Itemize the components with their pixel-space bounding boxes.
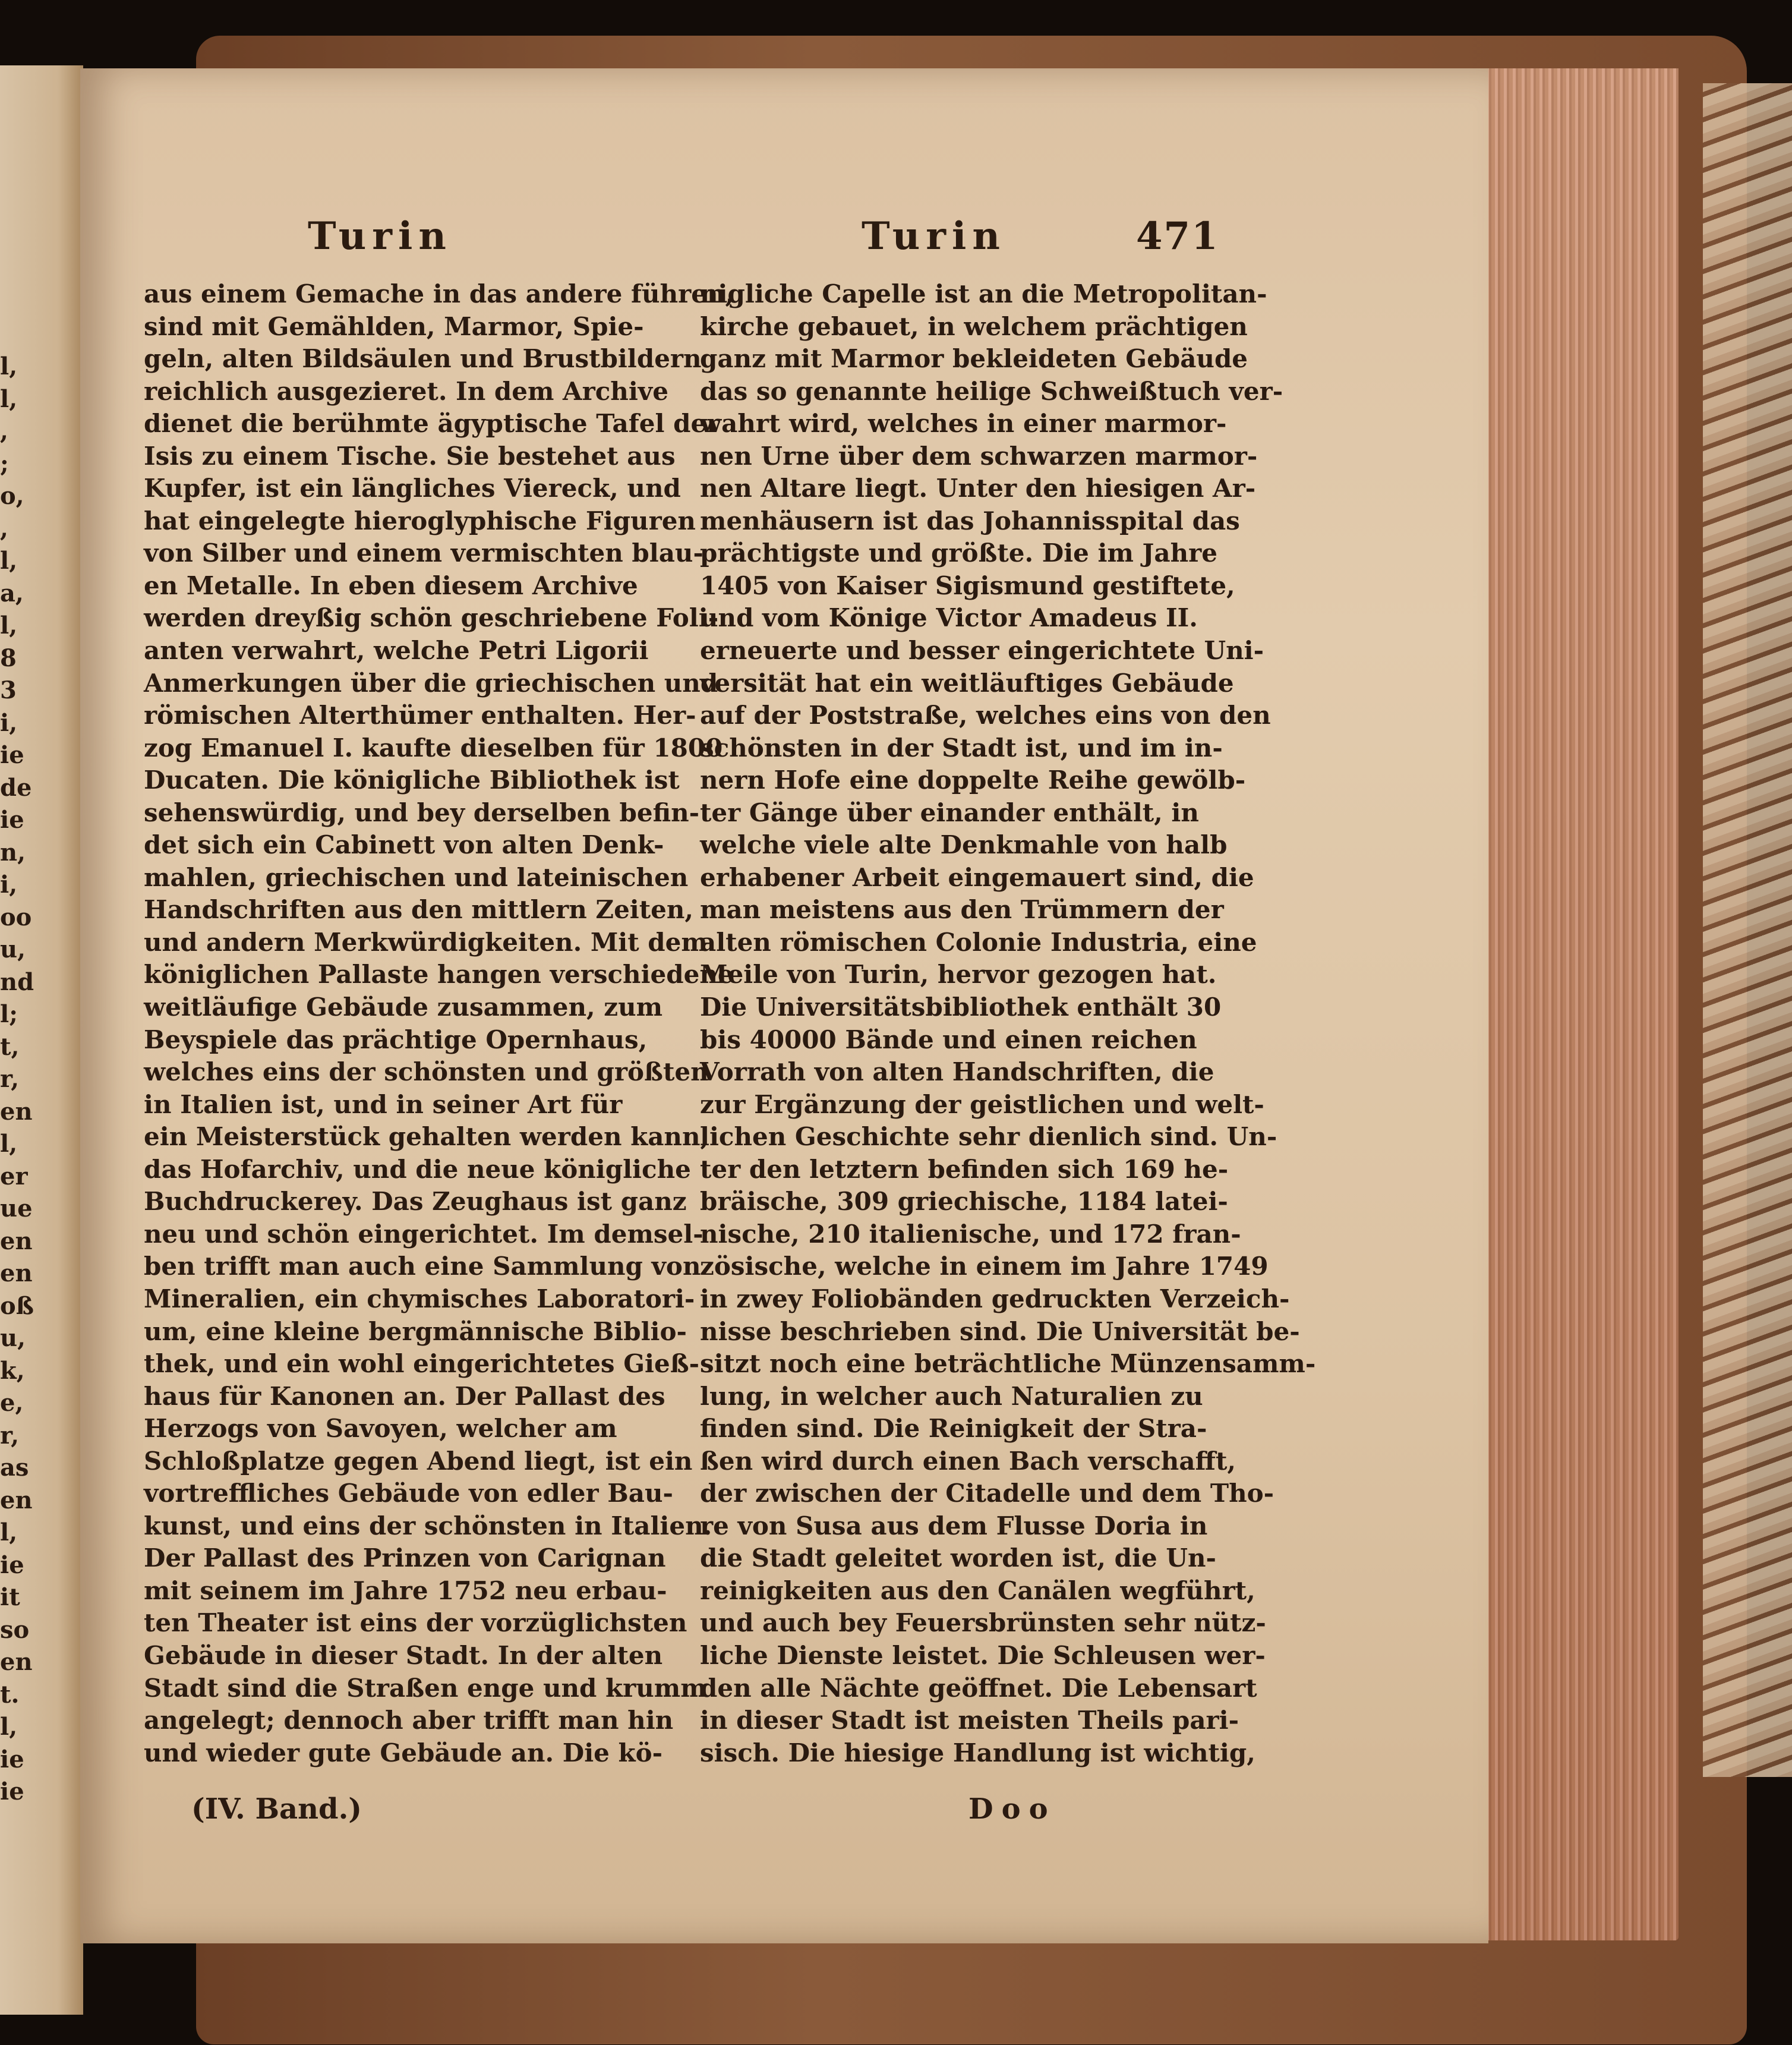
left-page-fragment: r, <box>0 1065 20 1093</box>
text-line-left: römischen Alterthümer enthalten. Her- <box>144 701 696 730</box>
text-line-right: wahrt wird, welches in einer marmor- <box>700 409 1227 439</box>
left-page-fragment: er <box>0 1162 28 1190</box>
text-line-right: ter Gänge über einander enthält, in <box>700 798 1199 827</box>
text-line-left: weitläufige Gebäude zusammen, zum <box>144 992 663 1022</box>
text-line-right: versität hat ein weitläuftiges Gebäude <box>700 668 1234 698</box>
text-line-left: Stadt sind die Straßen enge und krumm <box>144 1673 707 1703</box>
text-line-left: sehenswürdig, und bey derselben befin- <box>144 798 700 827</box>
left-page-fragment: en <box>0 1259 33 1287</box>
volume-note: (IV. Band.) <box>191 1792 362 1826</box>
text-line-right: schönsten in der Stadt ist, und im in- <box>700 733 1223 762</box>
text-line-left: neu und schön eingerichtet. Im demsel- <box>144 1219 703 1249</box>
text-column-right <box>700 278 1316 1769</box>
text-line-left: en Metalle. In eben diesem Archive <box>144 571 638 600</box>
text-line-right: nisse beschrieben sind. Die Universität be- <box>700 1316 1300 1346</box>
left-page-fragment: ue <box>0 1195 33 1222</box>
left-page-fragment: de <box>0 773 32 802</box>
text-line-left: Der Pallast des Prinzen von Carignan <box>144 1543 666 1573</box>
text-line-left: Beyspiele das prächtige Opernhaus, <box>144 1025 648 1054</box>
text-line-right: der zwischen der Citadelle und dem Tho- <box>700 1479 1274 1508</box>
text-line-left: kunst, und eins der schönsten in Italien. <box>144 1511 712 1540</box>
left-page-fragment: l, <box>0 612 18 639</box>
text-line-left: ten Theater ist eins der vorzüglichsten <box>144 1608 687 1638</box>
text-line-right: lung, in welcher auch Naturalien zu <box>700 1381 1203 1411</box>
left-page-fragment: l, <box>0 1130 18 1158</box>
left-page-fragment: ie <box>0 1778 24 1805</box>
marbled-cover-edge <box>1703 83 1792 1777</box>
text-line-right: erneuerte und besser eingerichtete Uni- <box>700 636 1264 666</box>
text-line-right: zösische, welche in einem im Jahre 1749 <box>700 1252 1269 1281</box>
text-line-left: Mineralien, ein chymisches Laboratori- <box>144 1284 695 1313</box>
signature-mark: Doo <box>968 1792 1056 1826</box>
left-page-fragment: as <box>0 1454 29 1482</box>
left-page-fragment: ie <box>0 806 24 834</box>
text-line-right: Vorrath von alten Handschriften, die <box>700 1057 1214 1087</box>
left-facing-page <box>0 65 83 2015</box>
text-line-left: welches eins der schönsten und größten <box>144 1057 709 1087</box>
text-line-right: ter den letztern befinden sich 169 he- <box>700 1154 1229 1184</box>
left-page-fragment: ie <box>0 1551 24 1579</box>
text-line-right: auf der Poststraße, welches eins von den <box>700 701 1271 730</box>
text-line-left: ein Meisterstück gehalten werden kann, <box>144 1122 709 1152</box>
text-column-left <box>144 278 734 1769</box>
left-page-fragment: u, <box>0 935 26 963</box>
text-line-left: um, eine kleine bergmännische Biblio- <box>144 1316 687 1346</box>
text-line-left: anten verwahrt, welche Petri Ligorii <box>144 636 649 666</box>
text-line-right: nen Altare liegt. Unter den hiesigen Ar- <box>700 474 1256 503</box>
running-head-left: Turin <box>308 214 452 259</box>
text-line-left: Gebäude in dieser Stadt. In der alten <box>144 1640 663 1670</box>
text-line-left: det sich ein Cabinett von alten Denk- <box>144 830 664 860</box>
text-line-right: nische, 210 italienische, und 172 fran- <box>700 1219 1241 1249</box>
left-page-fragment: i, <box>0 871 18 899</box>
text-line-right: in dieser Stadt ist meisten Theils pari- <box>700 1706 1239 1735</box>
text-line-right: bräische, 309 griechische, 1184 latei- <box>700 1187 1228 1217</box>
left-page-fragment: u, <box>0 1324 26 1352</box>
text-line-left: vortreffliches Gebäude von edler Bau- <box>144 1479 673 1508</box>
text-line-right: bis 40000 Bände und einen reichen <box>700 1025 1197 1054</box>
text-line-right: sisch. Die hiesige Handlung ist wichtig, <box>700 1738 1255 1767</box>
left-page-fragment: l, <box>0 1713 18 1741</box>
running-head-right: Turin <box>862 214 1006 259</box>
left-page-fragment: oß <box>0 1291 34 1320</box>
text-line-right: 1405 von Kaiser Sigismund gestiftete, <box>700 571 1235 600</box>
left-page-fragment: k, <box>0 1356 25 1385</box>
text-line-left: hat eingelegte hieroglyphische Figuren <box>144 506 696 535</box>
left-page-fragment: i, <box>0 708 18 737</box>
left-page-fragment: 8 <box>0 644 17 672</box>
text-line-left: geln, alten Bildsäulen und Brustbildern <box>144 344 702 374</box>
text-line-left: Ducaten. Die königliche Bibliothek ist <box>144 765 680 795</box>
text-line-right: Meile von Turin, hervor gezogen hat. <box>700 960 1217 990</box>
text-line-left: dienet die berühmte ägyptische Tafel der <box>144 409 720 439</box>
text-line-left: sind mit Gemählden, Marmor, Spie- <box>144 311 644 341</box>
text-line-right: finden sind. Die Reinigkeit der Stra- <box>700 1414 1207 1444</box>
text-line-right: erhabener Arbeit eingemauert sind, die <box>700 862 1254 892</box>
text-line-left: von Silber und einem vermischten blau- <box>144 538 703 568</box>
left-page-fragment: l, <box>0 1518 18 1546</box>
text-line-right: den alle Nächte geöffnet. Die Lebensart <box>700 1673 1257 1703</box>
text-line-right: alten römischen Colonie Industria, eine <box>700 927 1257 957</box>
left-page-fragment: , <box>0 417 8 445</box>
text-line-right: nern Hofe eine doppelte Reihe gewölb- <box>700 765 1246 795</box>
text-line-right: sitzt noch eine beträchtliche Münzensamm- <box>700 1349 1316 1379</box>
text-line-right: liche Dienste leistet. Die Schleusen wer- <box>700 1640 1266 1670</box>
left-page-fragment: r, <box>0 1421 20 1450</box>
text-line-right: und auch bey Feuersbrünsten sehr nütz- <box>700 1608 1266 1638</box>
text-line-right: man meistens aus den Trümmern der <box>700 895 1224 925</box>
text-line-left: und wieder gute Gebäude an. Die kö- <box>144 1738 663 1767</box>
left-page-fragment: ie <box>0 741 24 769</box>
text-line-left: aus einem Gemache in das andere führen, <box>144 279 734 308</box>
text-line-right: ganz mit Marmor bekleideten Gebäude <box>700 344 1248 374</box>
left-page-fragment: en <box>0 1097 33 1126</box>
text-line-right: die Stadt geleitet worden ist, die Un- <box>700 1543 1216 1573</box>
left-page-fragment: l, <box>0 385 18 413</box>
left-page-fragment: l; <box>0 1000 18 1028</box>
left-page-fragment: so <box>0 1615 30 1644</box>
left-page-fragment: t, <box>0 1032 20 1061</box>
text-line-left: werden dreyßig schön geschriebene Foli- <box>144 603 719 633</box>
text-line-right: kirche gebauet, in welchem prächtigen <box>700 311 1248 341</box>
text-line-left: ben trifft man auch eine Sammlung von <box>144 1252 701 1281</box>
text-line-left: zog Emanuel I. kaufte dieselben für 1800 <box>144 733 723 762</box>
left-page-fragment: e, <box>0 1389 24 1417</box>
text-line-right: re von Susa aus dem Flusse Doria in <box>700 1511 1208 1540</box>
left-page-fragment: a, <box>0 579 24 607</box>
page-block-shade <box>1465 68 1679 1940</box>
text-line-left: königlichen Pallaste hangen verschiedene <box>144 960 734 990</box>
left-page-fragment: 3 <box>0 676 17 704</box>
left-page-fragment: o, <box>0 482 24 510</box>
text-line-right: ßen wird durch einen Bach verschafft, <box>700 1446 1236 1476</box>
left-page-fragment: t. <box>0 1680 20 1709</box>
text-line-left: reichlich ausgezieret. In dem Archive <box>144 376 668 406</box>
left-page-fragment: ; <box>0 449 9 478</box>
text-line-right: nen Urne über dem schwarzen marmor- <box>700 441 1258 471</box>
text-line-right: in zwey Foliobänden gedruckten Verzeich- <box>700 1284 1290 1313</box>
text-line-left: das Hofarchiv, und die neue königliche <box>144 1154 691 1184</box>
page-number: 471 <box>1136 214 1219 259</box>
left-page-fragment: l, <box>0 547 18 575</box>
text-line-right: prächtigste und größte. Die im Jahre <box>700 538 1217 568</box>
left-page-text-fragments <box>0 351 34 1808</box>
text-line-right: reinigkeiten aus den Canälen wegführt, <box>700 1575 1255 1605</box>
text-line-right: Die Universitätsbibliothek enthält 30 <box>700 992 1222 1022</box>
text-line-right: menhäusern ist das Johannisspital das <box>700 506 1240 535</box>
text-line-left: in Italien ist, und in seiner Art für <box>144 1089 623 1119</box>
text-line-left: thek, und ein wohl eingerichtetes Gieß- <box>144 1349 700 1379</box>
text-line-left: angelegt; dennoch aber trifft man hin <box>144 1706 674 1735</box>
left-page-fragment: en <box>0 1648 33 1676</box>
left-page-fragment: en <box>0 1227 33 1255</box>
text-line-left: Isis zu einem Tische. Sie bestehet aus <box>144 441 676 471</box>
text-line-right: nigliche Capelle ist an die Metropolitan- <box>700 279 1267 308</box>
text-line-left: Anmerkungen über die griechischen und <box>144 668 718 698</box>
text-line-right: zur Ergänzung der geistlichen und welt- <box>700 1089 1264 1119</box>
text-line-right: das so genannte heilige Schweißtuch ver- <box>700 376 1283 406</box>
text-line-left: Kupfer, ist ein längliches Viereck, und <box>144 474 681 503</box>
left-page-fragment: it <box>0 1583 20 1611</box>
text-line-left: Herzogs von Savoyen, welcher am <box>144 1414 617 1444</box>
left-page-fragment: en <box>0 1486 33 1514</box>
left-page-fragment: nd <box>0 968 34 996</box>
text-line-right: welche viele alte Denkmahle von halb <box>700 830 1228 860</box>
text-line-left: Buchdruckerey. Das Zeughaus ist ganz <box>144 1187 687 1217</box>
left-page-fragment: n, <box>0 838 26 866</box>
text-line-left: haus für Kanonen an. Der Pallast des <box>144 1381 665 1411</box>
text-line-left: mit seinem im Jahre 1752 neu erbau- <box>144 1575 667 1605</box>
left-page-fragment: , <box>0 514 8 543</box>
text-line-left: Schloßplatze gegen Abend liegt, ist ein <box>144 1446 693 1476</box>
text-line-left: mahlen, griechischen und lateinischen <box>144 862 689 892</box>
left-page-fragment: oo <box>0 903 32 931</box>
left-page-fragment: l, <box>0 352 18 380</box>
text-line-left: Handschriften aus den mittlern Zeiten, <box>144 895 694 925</box>
left-page-fragment: ie <box>0 1745 24 1773</box>
text-line-right: lichen Geschichte sehr dienlich sind. Un- <box>700 1122 1277 1152</box>
text-line-left: und andern Merkwürdigkeiten. Mit dem <box>144 927 708 957</box>
text-line-right: und vom Könige Victor Amadeus II. <box>700 603 1198 633</box>
